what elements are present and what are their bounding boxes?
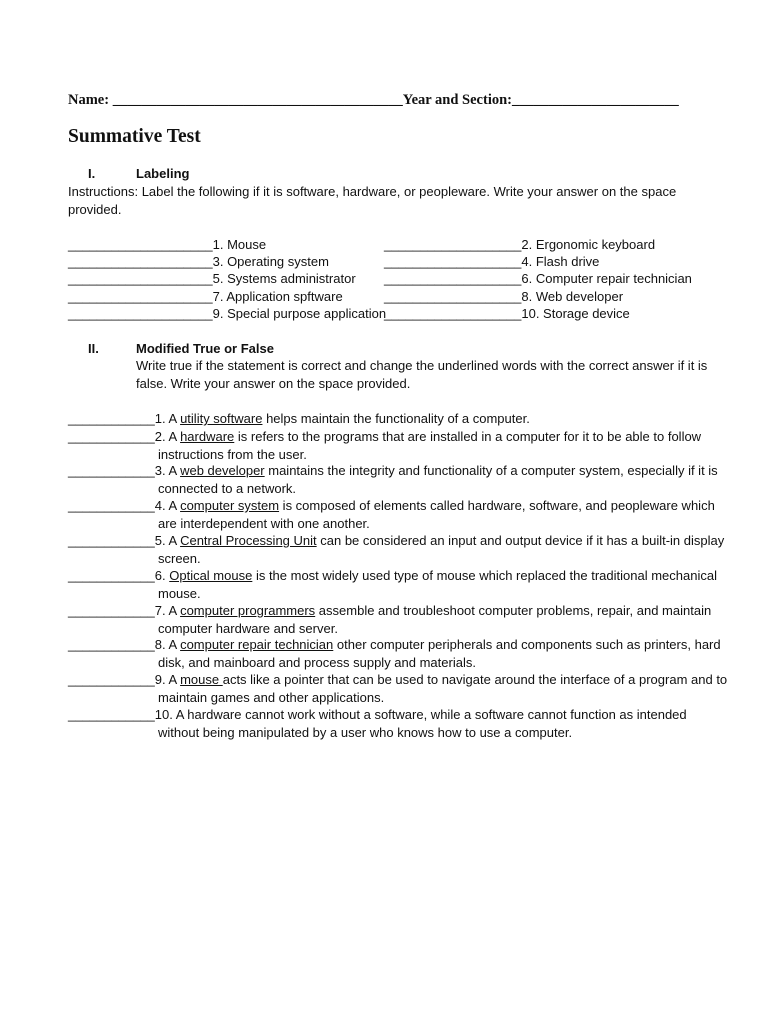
labeling-item [384, 271, 692, 286]
answer-blank[interactable]: ____________ [68, 498, 155, 513]
item-prefix: 3. A [154, 463, 181, 478]
item-continuation: mouse. [158, 585, 201, 601]
labeling-item [68, 289, 343, 304]
tf-item [68, 671, 727, 706]
item-prefix: 4. A [154, 498, 181, 513]
tf-item [68, 706, 687, 741]
answer-blank[interactable]: ___________________ [384, 254, 522, 269]
item-text: acts like a pointer that can be used to navigate around the interface of a program and to [222, 672, 728, 687]
item-text: other computer peripherals and components such as printers, hard [333, 637, 721, 652]
tf-item [68, 497, 715, 532]
underlined-term: Central Processing Unit [180, 533, 317, 548]
labeling-item [68, 254, 329, 269]
answer-blank[interactable]: ____________ [68, 672, 155, 687]
item-text: is composed of elements called hardware, software, and peopleware which [279, 498, 715, 513]
tf-item [68, 410, 530, 428]
item-prefix: 10. A hardware cannot work without a software, while a software cannot function as intended [154, 707, 687, 722]
item-text: can be considered an input and output device if it has a built-in display [316, 533, 725, 548]
underlined-term: Optical mouse [169, 568, 253, 583]
tf-item [68, 636, 721, 671]
item-continuation: disk, and mainboard and process supply and materials. [158, 654, 476, 670]
underlined-term: mouse [180, 672, 223, 687]
labeling-item [384, 289, 623, 304]
section-2-number: II. [88, 341, 99, 356]
answer-blank[interactable]: ____________ [68, 411, 155, 426]
labeling-item [68, 237, 266, 252]
item-text: 7. Application spftware [212, 289, 343, 304]
section-2-instructions: Write true if the statement is correct and change the underlined words with the correct answer if it is false. Write your answer on the space provided. [136, 358, 708, 391]
section-1-title: Labeling [136, 166, 190, 181]
underlined-term: computer repair technician [180, 637, 334, 652]
tf-item [68, 428, 701, 463]
item-text: maintains the integrity and functionality of a computer system, especially if it is [264, 463, 718, 478]
name-field-label: Name: ________________________________________ [68, 92, 403, 108]
item-prefix: 9. A [154, 672, 181, 687]
item-text: 3. Operating system [212, 254, 329, 269]
underlined-term: computer programmers [180, 603, 316, 618]
tf-item [68, 462, 718, 497]
item-continuation: without being manipulated by a user who knows how to use a computer. [158, 724, 573, 740]
answer-blank[interactable]: ____________ [68, 603, 155, 618]
tf-item [68, 567, 717, 602]
answer-blank[interactable]: ____________ [68, 568, 155, 583]
item-continuation: are interdependent with one another. [158, 515, 370, 531]
answer-blank[interactable]: ____________________ [68, 254, 213, 269]
labeling-item [68, 306, 386, 321]
item-text: 8. Web developer [521, 289, 624, 304]
item-text: 4. Flash drive [521, 254, 600, 269]
answer-blank[interactable]: ____________ [68, 707, 155, 722]
item-text: assemble and troubleshoot computer problems, repair, and maintain [315, 603, 712, 618]
answer-blank[interactable]: ___________________ [384, 237, 522, 252]
underlined-term: hardware [180, 429, 235, 444]
labeling-item [384, 306, 630, 321]
item-text: 6. Computer repair technician [521, 271, 692, 286]
item-text: 2. Ergonomic keyboard [521, 237, 656, 252]
item-continuation: connected to a network. [158, 480, 297, 496]
item-text: 9. Special purpose application [212, 306, 387, 321]
section-2-title: Modified True or False [136, 341, 274, 356]
year-section-field-label: Year and Section:_______________________ [402, 92, 679, 108]
answer-blank[interactable]: ___________________ [384, 271, 522, 286]
section-1-number: I. [88, 166, 96, 181]
item-text: helps maintain the functionality of a computer. [262, 411, 530, 426]
underlined-term: computer system [180, 498, 280, 513]
item-continuation: instructions from the user. [158, 446, 307, 462]
item-text: 1. Mouse [212, 237, 267, 252]
item-continuation: screen. [158, 550, 201, 566]
header-line [68, 92, 679, 109]
underlined-term: utility software [180, 411, 263, 426]
item-prefix: 1. A [154, 411, 181, 426]
item-prefix: 6. [154, 568, 170, 583]
labeling-item [68, 271, 356, 286]
page-title: Summative Test [68, 126, 201, 147]
underlined-term: web developer [180, 463, 265, 478]
item-text: is refers to the programs that are installed in a computer for it to be able to follow [234, 429, 702, 444]
answer-blank[interactable]: ____________ [68, 463, 155, 478]
item-prefix: 2. A [154, 429, 181, 444]
item-continuation: maintain games and other applications. [158, 689, 385, 705]
answer-blank[interactable]: ____________ [68, 533, 155, 548]
answer-blank[interactable]: ____________________ [68, 271, 213, 286]
answer-blank[interactable]: ____________ [68, 429, 155, 444]
tf-item [68, 532, 724, 567]
answer-blank[interactable]: ____________________ [68, 237, 213, 252]
labeling-item [384, 237, 655, 252]
answer-blank[interactable]: ____________________ [68, 289, 213, 304]
item-prefix: 5. A [154, 533, 181, 548]
item-text: 10. Storage device [521, 306, 630, 321]
answer-blank[interactable]: ___________________ [384, 306, 522, 321]
labeling-item [384, 254, 599, 269]
answer-blank[interactable]: ____________ [68, 637, 155, 652]
answer-blank[interactable]: ____________________ [68, 306, 213, 321]
item-prefix: 8. A [154, 637, 181, 652]
answer-blank[interactable]: ___________________ [384, 289, 522, 304]
item-text: is the most widely used type of mouse which replaced the traditional mechanical [252, 568, 717, 583]
tf-item [68, 602, 711, 637]
item-prefix: 7. A [154, 603, 181, 618]
item-text: 5. Systems administrator [212, 271, 356, 286]
item-continuation: computer hardware and server. [158, 620, 338, 636]
section-1-instructions: Instructions: Label the following if it is software, hardware, or peopleware. Write your answer on the space provided. [68, 184, 677, 217]
